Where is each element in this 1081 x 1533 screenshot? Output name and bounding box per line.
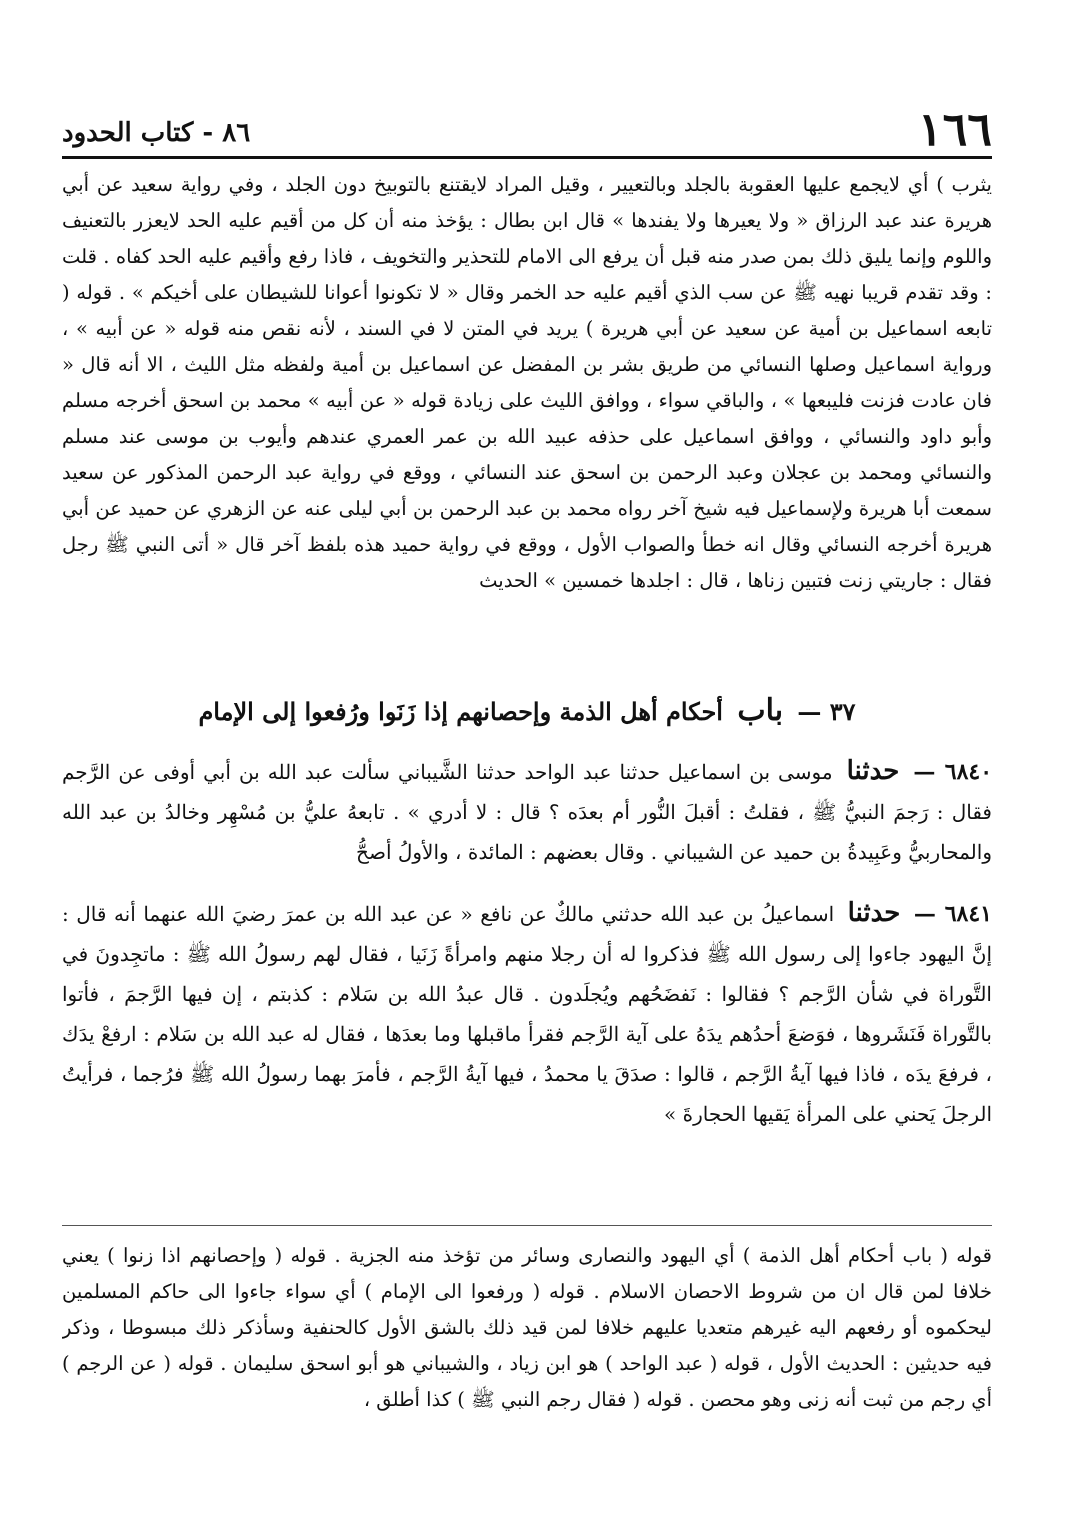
- commentary-top: يثرب ) أي لايجمع عليها العقوبة بالجلد وبالتعيير ، وقيل المراد لايقتنع بالتوبيخ دون الجلد ، وفي رواية سعيد عن أبي هريرة عند عبد الرزاق « ولا يعيرها ولا يفندها » قال ابن بطال : يؤخذ منه أن كل من أقيم عليه الحد لايعزر بالتعنيف واللوم وإنما يليق ذلك بمن صدر منه قبل أن يرفع الى الامام للتحذير والتخويف ، فاذا رفع وأقيم عليه الحد كفاه . قلت : وقد تقدم قريبا نهيه ﷺ عن سب الذي أقيم عليه حد الخمر وقال « لا تكونوا أعوانا للشيطان على أخيكم » . قوله ( تابعه اسماعيل بن أمية عن سعيد عن أبي هريرة ) يريد في المتن لا في السند ، لأنه نقص منه قوله « عن أبيه » ، ورواية اسماعيل وصلها النسائي من طريق بشر بن المفضل عن اسماعيل بن أمية ولفظه مثل الليث ، الا أنه قال « فان عادت فزنت فليبعها » ، والباقي سواء ، ووافق الليث على زيادة قوله « عن أبيه » محمد بن اسحق أخرجه مسلم وأبو داود والنسائي ، ووافق اسماعيل على حذفه عبيد الله بن عمر العمري عندهم وأيوب بن موسى عند مسلم والنسائي ومحمد بن عجلان وعبد الرحمن بن اسحق عند النسائي ، ووقع في رواية عبد الرحمن المذكور عن سعيد سمعت أبا هريرة ولإسماعيل فيه شيخ آخر رواه محمد بن عبد الرحمن بن أبي ليلى عنه عن الزهري عن حميد عن أبي هريرة أخرجه النسائي وقال انه خطأ والصواب الأول ، ووقع في رواية حميد هذه بلفظ آخر قال « أتى النبي ﷺ رجل فقال : جاريتي زنت فتبين زناها ، قال : اجلدها خمسين » الحديث: [62, 173, 992, 592]
- book-page: [62, 88, 992, 1488]
- hadith-text: اسماعيلُ بن عبد الله حدثني مالكٌ عن نافع « عن عبد الله بن عمرَ رضيَ الله عنهما أنه قال : إنَّ اليهود جاءوا إلى رسول الله ﷺ فذكروا له أن رجلا منهم وامرأةً زَنَيا ، فقال لهم رسولُ الله ﷺ : ماتجِدونَ في التَّوراة في شأن الرَّجم ؟ فقالوا : نَفضَحُهم ويُجلَدون . قال عبدُ الله بن سَلام : كذبتم ، إن فيها الرَّجمَ ، فأتوا بالتَّوراة فَنَشَروها ، فوَضعَ أحدُهم يدَهُ على آية الرَّجم فقرأ ماقبلها وما بعدَها ، فقال له عبد الله بن سَلام : ارفعْ يدَك ، فرفعَ يدَه ، فاذا فيها آيةُ الرَّجم ، قالوا : صدَقَ يا محمدُ ، فيها آيةُ الرَّجم ، فأمرَ بهما رسولُ الله ﷺ فرُجما ، فرأيتُ الرجلَ يَحني على المرأة يَقيها الحجارةَ »: [62, 902, 992, 1126]
- hadith-opener: حدثنا: [847, 898, 901, 928]
- chapter-title: أحكام أهل الذمة وإحصانهم إذا زَنَوا ورُفعوا إلى الإمام: [198, 697, 723, 726]
- hadith-number: ٦٨٤٠ —: [913, 759, 992, 785]
- page-number: ١٦٦: [917, 102, 992, 156]
- section-divider: [62, 1225, 992, 1226]
- hadith-6841: [62, 893, 992, 1221]
- hadith-6840: [62, 751, 992, 881]
- running-title: ٨٦ - كتاب الحدود: [62, 118, 251, 148]
- chapter-number: ٣٧ —: [797, 697, 856, 726]
- hadith-number: ٦٨٤١ —: [913, 901, 992, 927]
- chapter-heading: [62, 693, 992, 737]
- hadith-opener: حدثنا: [846, 756, 900, 786]
- commentary-bottom: قوله ( باب أحكام أهل الذمة ) أي اليهود والنصارى وسائر من تؤخذ منه الجزية . قوله ( وإحصانهم اذا زنوا ) يعني خلافا لمن قال ان من شروط الاحصان الاسلام . قوله ( ورفعوا الى الإمام ) أي سواء جاءوا الى حاكم المسلمين ليحكموه أو رفعهم اليه غيرهم متعديا عليهم خلافا لمن قيد ذلك بالشق الأول كالحنفية وسأذكر ذلك مبسوطا ، وذكر فيه حديثين : الحديث الأول ، قوله ( عبد الواحد ) هو ابن زياد ، والشيباني هو أبو اسحق سليمان . قوله ( عن الرجم ) أي رجم من ثبت أنه زنى وهو محصن . قوله ( فقال رجم النبي ﷺ ) كذا أطلق ،: [62, 1244, 992, 1411]
- hadith-text: موسى بن اسماعيل حدثنا عبد الواحد حدثنا الشَّيباني سألت عبد الله بن أبي أوفى عن الرَّجم فقال : رَجمَ النبيُّ ﷺ ، فقلتُ : أقبلَ النُّور أم بعدَه ؟ قال : لا أدري » . تابعهُ عليُّ بن مُسْهِر وخالدُ بن عبد الله والمحاربيُّ وعَبِيدةُ بن حميد عن الشيباني . وقال بعضهم : المائدة ، والأولُ أصحُّ: [62, 760, 992, 864]
- page-header: [62, 88, 992, 159]
- chapter-bab-label: باب: [737, 693, 784, 728]
